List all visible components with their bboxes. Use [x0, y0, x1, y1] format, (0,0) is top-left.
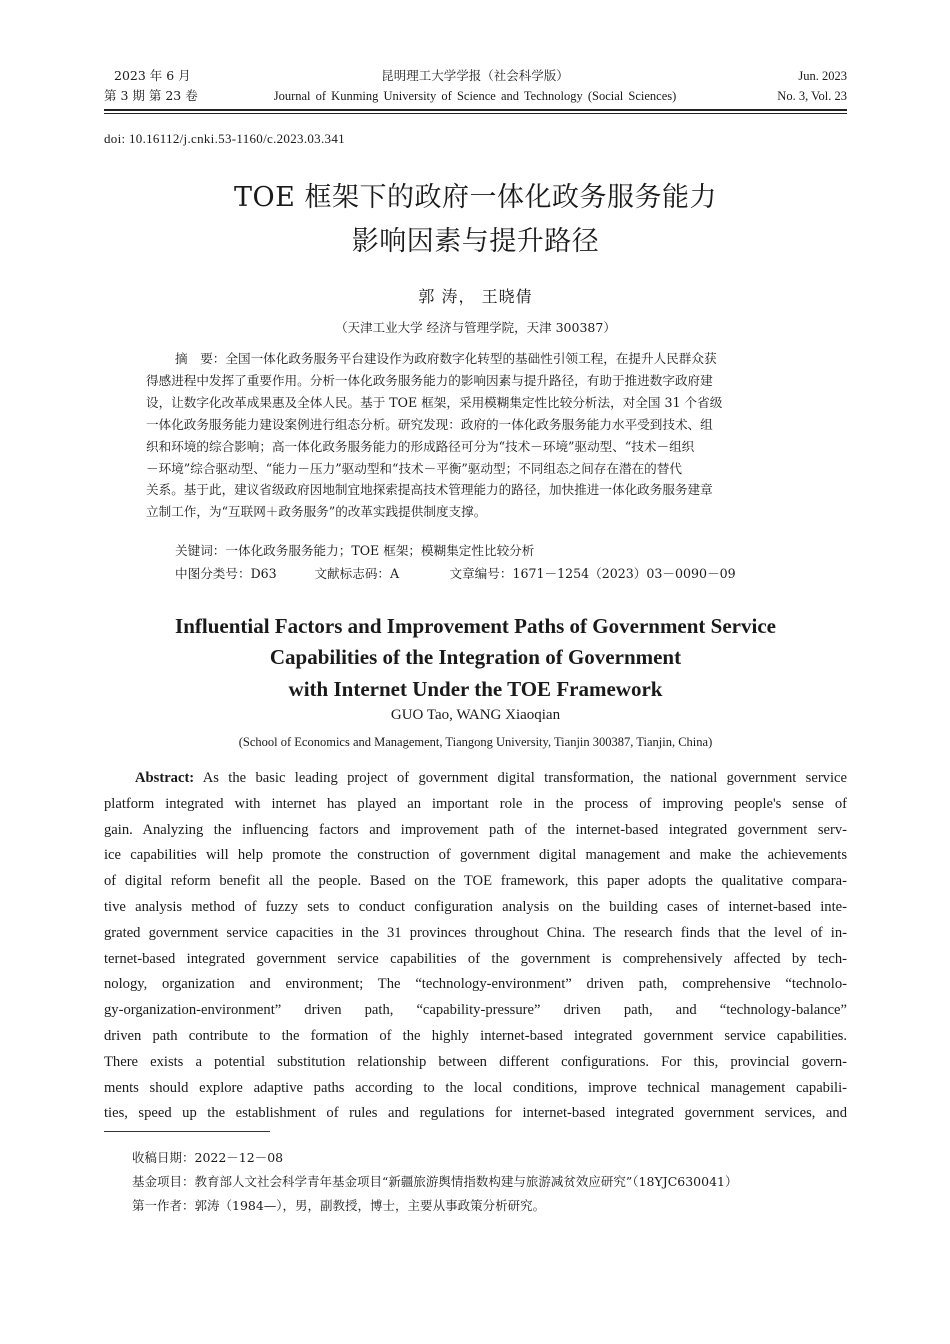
- header-date-en: Jun. 2023: [798, 69, 847, 83]
- abstract-en-label: Abstract:: [135, 770, 195, 786]
- journal-name-en: Journal of Kunming University of Science and Technology (Social Sciences): [273, 89, 677, 103]
- header-issue-en: No. 3, Vol. 23: [777, 89, 847, 103]
- abstract-en-line: driven path contribute to the formation of the highly internet-based integrated government service capabilities.: [104, 1027, 847, 1044]
- affiliation-en: (School of Economics and Management, Tiangong University, Tianjin 300387, Tianjin, China): [238, 735, 713, 749]
- abstract-cn-line: 关系。基于此，建议省级政府因地制宜地探索提高技术管理能力的路径，加快推进一体化政务服务建章: [146, 482, 713, 498]
- abstract-en-line: of digital reform benefit all the people. Based on the TOE framework, this paper adopts the qualitative compara-: [104, 873, 847, 890]
- abstract-en-line: ice capabilities will help promote the construction of government digital management and make the achievements: [104, 847, 847, 864]
- footnote-received: 收稿日期：2022－12－08: [132, 1150, 284, 1165]
- affiliation-cn: （天津工业大学 经济与管理学院，天津 300387）: [335, 320, 616, 335]
- abstract-cn-line: 得感进程中发挥了重要作用。分析一体化政务服务能力的影响因素与提升路径，有助于推进数字政府建: [146, 372, 713, 388]
- footnote-rule: [104, 1131, 270, 1132]
- journal-name-cn: 昆明理工大学学报（社会科学版）: [381, 68, 569, 83]
- classification-cn: 中图分类号：D63 文献标志码：A 文章编号：1671－1254（2023）03－0090－09: [175, 566, 736, 581]
- abstract-en-line: There exists a potential substitution relationship between different configurations. For this, provincial govern-: [104, 1053, 847, 1070]
- abstract-en-line: platform integrated with internet has played an important role in the process of improving people's sense of: [104, 795, 847, 812]
- title-cn-line1: TOE 框架下的政府一体化政务服务能力: [234, 182, 717, 213]
- abstract-en-line: gain. Analyzing the influencing factors and improvement path of the internet-based integrated government serv-: [104, 821, 847, 838]
- header-date-cn: 2023 年 6 月: [114, 68, 191, 83]
- abstract-cn-line: 织和环境的综合影响；高一体化政务服务能力的形成路径可分为“技术－环境”驱动型、“技术－组织: [146, 438, 695, 454]
- abstract-en-first-text: As the basic leading project of government digital transformation, the national government service: [194, 770, 847, 786]
- abstract-en-line: ternet-based integrated government service capabilities of the government is comprehensively affected by tech-: [104, 950, 847, 967]
- authors-en: GUO Tao, WANG Xiaoqian: [390, 707, 561, 723]
- abstract-en: [104, 766, 847, 1127]
- abstract-cn-line: 一体化政务服务能力建设案例进行组态分析。研究发现：政府的一体化政务服务能力水平受到技术、组: [146, 416, 713, 432]
- abstract-en-line: tive analysis method of fuzzy sets to conduct configuration analysis on the building cases of internet-based inte-: [104, 898, 847, 915]
- abstract-cn-line: －环境”综合驱动型、“能力－压力”驱动型和“技术－平衡”驱动型；不同组态之间存在潜在的替代: [146, 460, 682, 476]
- abstract-cn-line: 设，让数字化改革成果惠及全体人民。基于 TOE 框架，采用模糊集定性比较分析法，对全国 31 个省级: [146, 394, 723, 410]
- abstract-en-line: [104, 766, 847, 792]
- header-center: [244, 66, 706, 106]
- header-issue-cn: 第 3 期 第 23 卷: [104, 88, 198, 103]
- footnote-fund: 基金项目：教育部人文社会科学青年基金项目“新疆旅游舆情指数构建与旅游减贫效应研究”（18YJC630041）: [132, 1174, 738, 1189]
- abstract-en-line: ments should explore adaptive paths according to the local conditions, improve technical management capabili-: [104, 1079, 847, 1096]
- footnote-author: 第一作者：郭涛（1984—），男，副教授，博士，主要从事政策分析研究。: [132, 1198, 546, 1213]
- header-right: [700, 66, 847, 106]
- abstract-cn-line: 立制工作，为“互联网＋政务服务”的改革实践提供制度支撑。: [146, 504, 487, 520]
- title-en-line3: with Internet Under the TOE Framework: [288, 677, 663, 701]
- authors-cn: 郭 涛， 王晓倩: [418, 287, 533, 306]
- keywords-cn: 关键词：一体化政务服务能力；TOE 框架；模糊集定性比较分析: [175, 543, 535, 558]
- header-rule-thin: [104, 113, 847, 114]
- header-left: [104, 66, 244, 106]
- abstract-en-line: gy-organization-environment” driven path, “capability-pressure” driven path, and “technology-balance”: [104, 1002, 847, 1019]
- abstract-cn-line: 摘 要：全国一体化政务服务平台建设作为政府数字化转型的基础性引领工程，在提升人民群众获: [175, 351, 717, 366]
- header-rule-thick: [104, 109, 847, 111]
- title-en-line1: Influential Factors and Improvement Paths of Government Service: [175, 614, 776, 638]
- abstract-en-line: nology, organization and environment; The “technology-environment” driven path, comprehensive “technolo-: [104, 976, 847, 993]
- title-cn-line2: 影响因素与提升路径: [351, 226, 600, 257]
- abstract-en-line: grated government service capacities in the 31 provinces throughout China. The research finds that the level of in-: [104, 924, 847, 941]
- doi: doi: 10.16112/j.cnki.53-1160/c.2023.03.341: [104, 131, 345, 146]
- abstract-cn: [146, 348, 808, 523]
- abstract-en-line: ties, speed up the establishment of rules and regulations for internet-based integrated government services, and: [104, 1105, 847, 1122]
- title-en-line2: Capabilities of the Integration of Government: [269, 645, 682, 669]
